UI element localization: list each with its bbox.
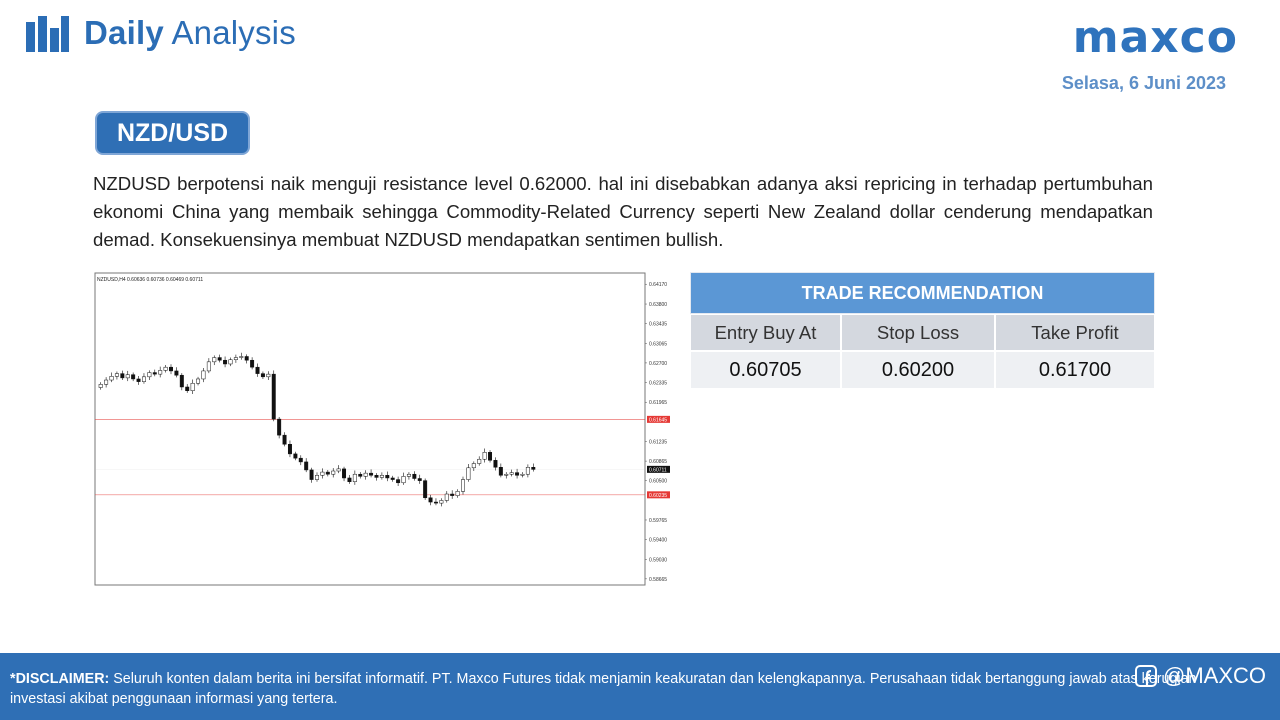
candle bbox=[277, 419, 280, 435]
candle bbox=[99, 384, 102, 387]
candle bbox=[196, 379, 199, 383]
candle bbox=[359, 474, 362, 476]
candle bbox=[115, 374, 118, 377]
candle bbox=[456, 491, 459, 495]
candle bbox=[218, 358, 221, 361]
y-tick-label: 0.63435 bbox=[649, 321, 668, 328]
candle bbox=[321, 472, 324, 475]
candle bbox=[153, 373, 156, 375]
candle bbox=[418, 479, 421, 481]
candle bbox=[391, 478, 394, 480]
bar-chart-icon bbox=[24, 14, 70, 52]
candle bbox=[429, 498, 432, 502]
y-tick-label: 0.63065 bbox=[649, 341, 668, 348]
candle bbox=[213, 358, 216, 362]
candle bbox=[164, 367, 167, 370]
facebook-icon bbox=[1135, 664, 1157, 688]
trade-values-row bbox=[690, 351, 1155, 389]
y-tick-label: 0.62335 bbox=[649, 380, 668, 387]
candle bbox=[331, 471, 334, 474]
title-rest: Analysis bbox=[171, 14, 296, 51]
current-price-label: 0.60711 bbox=[649, 467, 667, 474]
resistance-label: 0.61645 bbox=[649, 417, 668, 424]
stop-loss-value: 0.60200 bbox=[841, 351, 995, 389]
take-profit-value: 0.61700 bbox=[995, 351, 1155, 389]
price-chart bbox=[93, 270, 673, 590]
entry-label: Entry Buy At bbox=[690, 314, 841, 351]
candle bbox=[348, 478, 351, 482]
candle bbox=[364, 473, 367, 476]
candle bbox=[440, 500, 443, 503]
y-tick-label: 0.60865 bbox=[649, 459, 668, 466]
candle bbox=[515, 473, 518, 476]
y-tick-label: 0.64170 bbox=[649, 282, 668, 289]
candle bbox=[267, 374, 270, 377]
candle bbox=[245, 356, 248, 360]
candle bbox=[104, 380, 107, 384]
candle bbox=[423, 481, 426, 498]
y-tick-label: 0.62700 bbox=[649, 360, 668, 367]
candle bbox=[299, 458, 302, 462]
candle bbox=[477, 459, 480, 463]
pair-badge: NZD/USD bbox=[95, 111, 250, 155]
brand-header bbox=[24, 14, 296, 52]
candle bbox=[369, 473, 372, 475]
candle bbox=[402, 476, 405, 482]
candle bbox=[207, 362, 210, 371]
candle bbox=[240, 356, 243, 357]
candle bbox=[342, 469, 345, 478]
candle bbox=[148, 373, 151, 377]
candle bbox=[142, 377, 145, 382]
candle bbox=[450, 494, 453, 496]
candle bbox=[353, 474, 356, 481]
y-tick-label: 0.61965 bbox=[649, 400, 668, 407]
candle bbox=[175, 371, 178, 375]
candle bbox=[445, 494, 448, 500]
y-tick-label: 0.63800 bbox=[649, 302, 668, 309]
candle bbox=[386, 475, 389, 478]
candle bbox=[294, 454, 297, 458]
candle bbox=[488, 452, 491, 460]
candle bbox=[288, 444, 291, 454]
candle bbox=[434, 502, 437, 503]
candle bbox=[261, 374, 264, 377]
candle bbox=[407, 474, 410, 476]
candle bbox=[180, 375, 183, 387]
footer bbox=[0, 653, 1280, 720]
trade-labels-row bbox=[690, 314, 1155, 351]
y-tick-label: 0.58665 bbox=[649, 576, 668, 583]
candle bbox=[110, 376, 113, 380]
y-tick-label: 0.60500 bbox=[649, 478, 668, 485]
stop-loss-label: Stop Loss bbox=[841, 314, 995, 351]
candle bbox=[250, 360, 253, 367]
candle bbox=[131, 375, 134, 379]
candle bbox=[396, 480, 399, 483]
candle bbox=[337, 469, 340, 471]
social-handle[interactable] bbox=[1135, 663, 1266, 689]
candle bbox=[526, 467, 529, 474]
candle bbox=[494, 460, 497, 467]
trade-recommendation-table bbox=[690, 272, 1155, 389]
candle bbox=[126, 375, 129, 378]
candle bbox=[202, 371, 205, 379]
candle bbox=[472, 464, 475, 468]
candle bbox=[185, 387, 188, 391]
candle bbox=[326, 472, 329, 474]
candle bbox=[229, 360, 232, 364]
candle bbox=[137, 379, 140, 382]
candle bbox=[499, 467, 502, 475]
y-tick-label: 0.59765 bbox=[649, 517, 668, 524]
y-tick-label: 0.59030 bbox=[649, 557, 668, 564]
take-profit-label: Take Profit bbox=[995, 314, 1155, 351]
chart-header-text: NZDUSD,H4 0.60636 0.60736 0.60469 0.60711 bbox=[97, 277, 204, 283]
candle bbox=[375, 475, 378, 477]
candle bbox=[283, 435, 286, 444]
candle bbox=[310, 470, 313, 480]
candle bbox=[413, 474, 416, 478]
candle bbox=[483, 452, 486, 459]
social-handle-text: @MAXCO bbox=[1162, 663, 1266, 688]
candle bbox=[521, 474, 524, 475]
y-tick-label: 0.59400 bbox=[649, 537, 668, 544]
entry-value: 0.60705 bbox=[690, 351, 841, 389]
report-date: Selasa, 6 Juni 2023 bbox=[1061, 73, 1226, 93]
candle bbox=[234, 358, 237, 360]
support-label: 0.60235 bbox=[649, 492, 668, 499]
candle bbox=[315, 475, 318, 479]
chart-frame bbox=[95, 273, 645, 585]
candle bbox=[272, 374, 275, 419]
candle bbox=[169, 367, 172, 371]
candle bbox=[158, 370, 161, 374]
chart-svg bbox=[93, 270, 673, 590]
candle bbox=[461, 480, 464, 492]
candle bbox=[510, 473, 513, 475]
y-tick-label: 0.61235 bbox=[649, 439, 668, 446]
candle bbox=[505, 474, 508, 475]
page-title bbox=[84, 14, 296, 52]
disclaimer-label: *DISCLAIMER: bbox=[10, 671, 110, 687]
candle bbox=[223, 360, 226, 364]
analysis-description: NZDUSD berpotensi naik menguji resistance level 0.62000. hal ini disebabkan adanya aksi repricing in terhadap pertumbuhan ekonomi China yang membaik sehingga Commodity-Related Currency seperti New Zealand dollar cenderung mendapatkan demad. Konsekuensinya membuat NZDUSD mendapatkan sentimen bullish. bbox=[93, 173, 1153, 250]
candle bbox=[467, 468, 470, 480]
trade-table-title: TRADE RECOMMENDATION bbox=[690, 272, 1155, 314]
candle bbox=[532, 467, 535, 469]
candle bbox=[121, 374, 124, 378]
candle bbox=[256, 367, 259, 373]
candle bbox=[380, 475, 383, 477]
disclaimer bbox=[10, 669, 1225, 709]
candle bbox=[304, 462, 307, 470]
maxco-logo: maxco bbox=[1072, 12, 1238, 63]
candle bbox=[191, 383, 194, 390]
disclaimer-text: Seluruh konten dalam berita ini bersifat informatif. PT. Maxco Futures tidak menjamin keakuratan dan kelengkapannya. Perusahaan tidak bertanggung jawab atas kerugian investasi akibat penggunaan informasi yang tertera. bbox=[10, 671, 1197, 707]
title-strong: Daily bbox=[84, 14, 164, 51]
